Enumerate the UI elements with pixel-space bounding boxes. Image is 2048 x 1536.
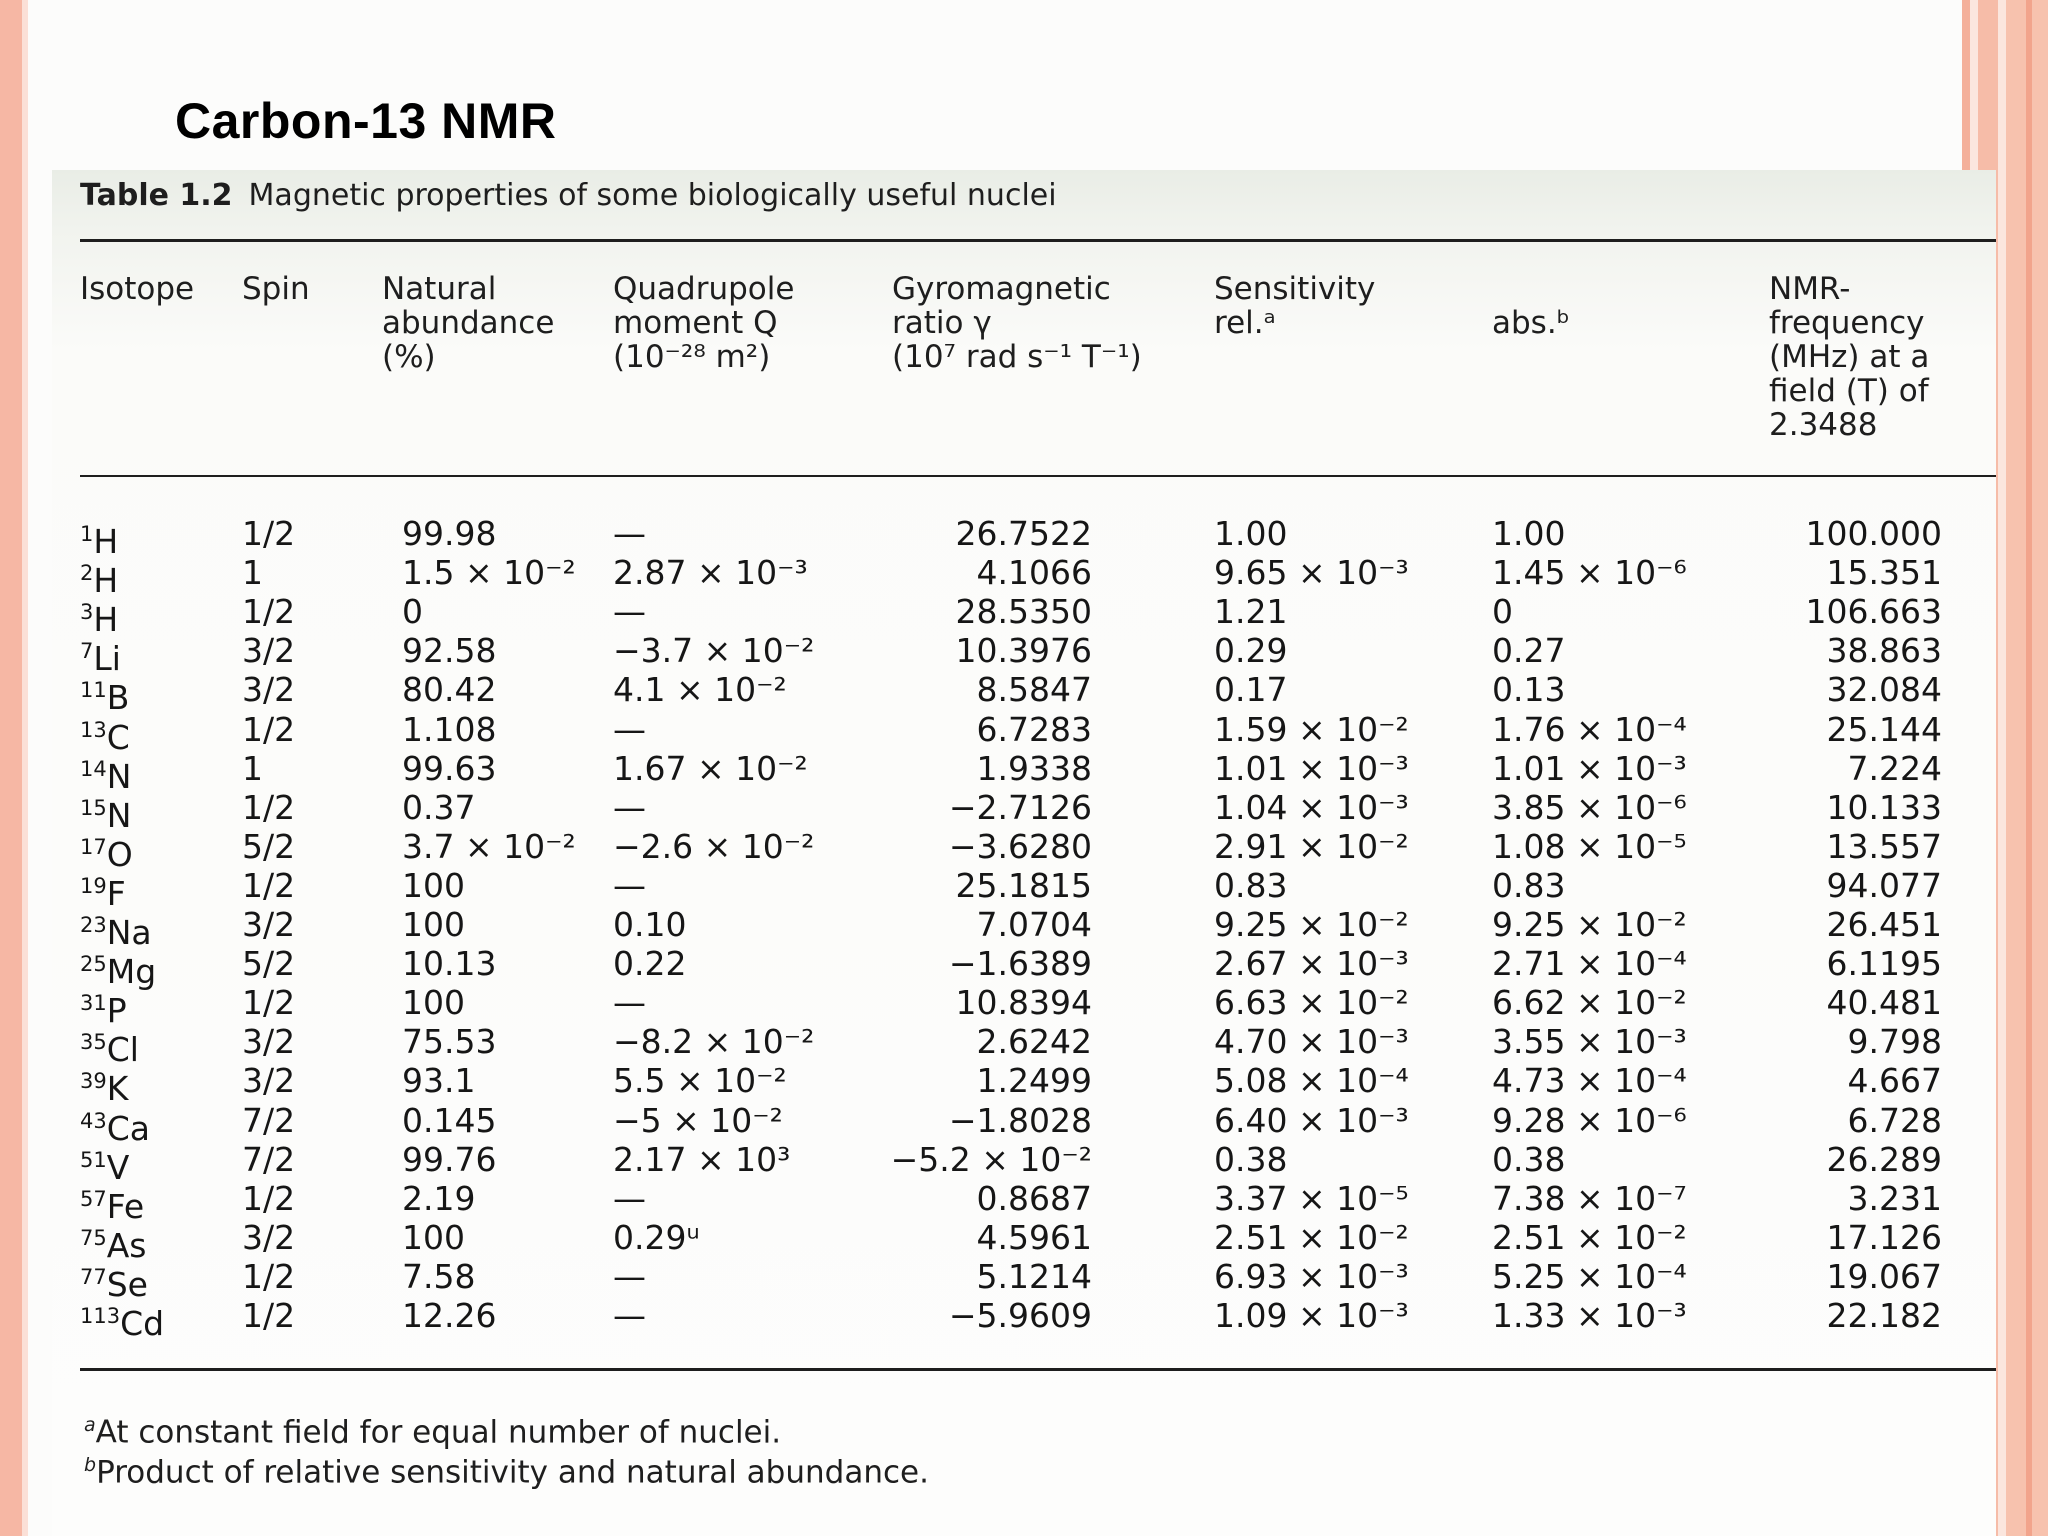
abs-cell: 0 (1492, 592, 1513, 631)
abund-cell: 0 (402, 592, 423, 631)
header-sensitivity-rel (1214, 272, 1375, 340)
quad-cell: — (613, 710, 646, 749)
abs-cell: 9.28 × 10⁻⁶ (1492, 1101, 1687, 1140)
quad-cell: 2.17 × 10³ (613, 1140, 791, 1179)
header-freq-line: NMR- (1769, 271, 1851, 307)
freq-cell: 94.077 (1826, 866, 1942, 905)
gyro-cell: −5.2 × 10⁻² (890, 1140, 1092, 1179)
header-isotope: Isotope (80, 271, 195, 307)
abs-cell: 5.25 × 10⁻⁴ (1492, 1257, 1687, 1296)
spin-cell: 1/2 (242, 1179, 296, 1218)
gyro-cell: 6.7283 (976, 710, 1092, 749)
freq-cell: 17.126 (1826, 1218, 1942, 1257)
isotope-element: Mg (106, 952, 157, 991)
spin-cell: 5/2 (242, 944, 296, 983)
abund-cell: 100 (402, 1218, 465, 1257)
freq-cell: 40.481 (1826, 983, 1942, 1022)
header-abundance-line: Natural (382, 271, 497, 307)
abund-cell: 99.63 (402, 749, 497, 788)
abund-cell: 7.58 (402, 1257, 476, 1296)
isotope-mass-number: 13 (80, 718, 107, 742)
isotope-mass-number: 77 (80, 1265, 107, 1289)
abund-cell: 99.76 (402, 1140, 497, 1179)
freq-cell: 100.000 (1805, 514, 1942, 553)
spin-cell: 1/2 (242, 788, 296, 827)
gyro-cell: 26.7522 (955, 514, 1092, 553)
freq-cell: 6.728 (1847, 1101, 1942, 1140)
abs-cell: 2.71 × 10⁻⁴ (1492, 944, 1687, 983)
isotope-element: Fe (106, 1187, 145, 1226)
quad-cell: — (613, 866, 646, 905)
gyro-cell: 10.8394 (955, 983, 1092, 1022)
footnote-mark: b (84, 1454, 97, 1476)
abs-cell: 3.55 × 10⁻³ (1492, 1022, 1687, 1061)
spin-cell: 3/2 (242, 905, 296, 944)
freq-cell: 26.289 (1826, 1140, 1942, 1179)
isotope-element: F (106, 874, 126, 913)
header-gyro-line: Gyromagnetic (892, 271, 1111, 307)
isotope-mass-number: 2 (80, 561, 94, 585)
header-sensitivity-line: Sensitivity (1214, 271, 1376, 307)
spin-cell: 7/2 (242, 1101, 296, 1140)
header-gyromagnetic (892, 272, 1142, 374)
isotope-mass-number: 43 (80, 1109, 107, 1133)
abund-cell: 80.42 (402, 670, 497, 709)
isotope-element: Li (93, 639, 121, 678)
abs-cell: 0.38 (1492, 1140, 1566, 1179)
rel-cell: 2.91 × 10⁻² (1214, 827, 1409, 866)
isotope-element: N (106, 757, 132, 796)
table-caption-text: Magnetic properties of some biologically useful nuclei (248, 178, 1057, 213)
abs-cell: 1.45 × 10⁻⁶ (1492, 553, 1687, 592)
gyro-cell: 4.5961 (976, 1218, 1092, 1257)
quad-cell: 1.67 × 10⁻² (613, 749, 808, 788)
footnote-text: At constant field for equal number of nuclei. (95, 1414, 782, 1451)
header-gyro-line: ratio γ (892, 305, 992, 341)
header-quadrupole-line: moment Q (613, 305, 778, 341)
abs-cell: 1.00 (1492, 514, 1566, 553)
gyro-cell: 1.9338 (976, 749, 1092, 788)
abs-cell: 0.83 (1492, 866, 1566, 905)
gyro-cell: 28.5350 (955, 592, 1092, 631)
abs-cell: 3.85 × 10⁻⁶ (1492, 788, 1687, 827)
isotope-element: N (106, 796, 132, 835)
isotope-element: Ca (106, 1109, 150, 1148)
header-sensitivity-line: rel.ᵃ (1214, 305, 1276, 341)
rel-cell: 0.17 (1214, 670, 1288, 709)
spin-cell: 1/2 (242, 514, 296, 553)
isotope-mass-number: 15 (80, 796, 107, 820)
table-caption (80, 178, 1057, 213)
abund-cell: 3.7 × 10⁻² (402, 827, 576, 866)
quad-cell: — (613, 592, 646, 631)
spin-cell: 3/2 (242, 670, 296, 709)
isotope-mass-number: 113 (80, 1304, 121, 1328)
abund-cell: 1.5 × 10⁻² (402, 553, 576, 592)
table-rule-top (80, 239, 1996, 242)
header-quadrupole-line: (10⁻²⁸ m²) (613, 339, 771, 375)
isotope-mass-number: 35 (80, 1030, 107, 1054)
abund-cell: 2.19 (402, 1179, 476, 1218)
rel-cell: 0.83 (1214, 866, 1288, 905)
spin-cell: 1 (242, 749, 263, 788)
gyro-cell: 10.3976 (955, 631, 1092, 670)
spin-cell: 1/2 (242, 983, 296, 1022)
isotope-element: K (106, 1069, 129, 1108)
rel-cell: 2.51 × 10⁻² (1214, 1218, 1409, 1257)
freq-cell: 6.1195 (1826, 944, 1942, 983)
quad-cell: 4.1 × 10⁻² (613, 670, 787, 709)
isotope-mass-number: 7 (80, 639, 94, 663)
rel-cell: 4.70 × 10⁻³ (1214, 1022, 1409, 1061)
quad-cell: 5.5 × 10⁻² (613, 1061, 787, 1100)
quad-cell: — (613, 514, 646, 553)
isotope-mass-number: 57 (80, 1187, 107, 1211)
spin-cell: 1/2 (242, 592, 296, 631)
abund-cell: 99.98 (402, 514, 497, 553)
abs-cell: 1.33 × 10⁻³ (1492, 1296, 1687, 1335)
isotope-element: C (106, 718, 130, 757)
freq-cell: 106.663 (1805, 592, 1942, 631)
rel-cell: 0.38 (1214, 1140, 1288, 1179)
footnote-a (84, 1414, 781, 1450)
quad-cell: — (613, 788, 646, 827)
isotope-mass-number: 23 (80, 913, 107, 937)
abs-cell: 7.38 × 10⁻⁷ (1492, 1179, 1687, 1218)
isotope-mass-number: 31 (80, 991, 107, 1015)
freq-cell: 10.133 (1826, 788, 1942, 827)
rel-cell: 9.25 × 10⁻² (1214, 905, 1409, 944)
freq-cell: 13.557 (1826, 827, 1942, 866)
header-gyro-line: (10⁷ rad s⁻¹ T⁻¹) (892, 339, 1142, 375)
abs-cell: 0.13 (1492, 670, 1566, 709)
abs-cell: 4.73 × 10⁻⁴ (1492, 1061, 1687, 1100)
freq-cell: 32.084 (1826, 670, 1942, 709)
rel-cell: 1.59 × 10⁻² (1214, 710, 1409, 749)
isotope-mass-number: 3 (80, 600, 94, 624)
abund-cell: 12.26 (402, 1296, 497, 1335)
spin-cell: 7/2 (242, 1140, 296, 1179)
isotope-element: Cd (120, 1304, 165, 1343)
abund-cell: 100 (402, 866, 465, 905)
isotope-mass-number: 11 (80, 678, 107, 702)
isotope-mass-number: 14 (80, 757, 107, 781)
gyro-cell: 4.1066 (976, 553, 1092, 592)
abund-cell: 100 (402, 905, 465, 944)
isotope-element: P (106, 991, 127, 1030)
header-sensitivity-abs: abs.ᵇ (1492, 305, 1570, 341)
rel-cell: 1.01 × 10⁻³ (1214, 749, 1409, 788)
isotope-element: B (106, 678, 130, 717)
quad-cell: −3.7 × 10⁻² (613, 631, 815, 670)
abund-cell: 0.37 (402, 788, 476, 827)
spin-cell: 1/2 (242, 710, 296, 749)
gyro-cell: 25.1815 (955, 866, 1092, 905)
spin-cell: 3/2 (242, 631, 296, 670)
freq-cell: 25.144 (1826, 710, 1942, 749)
isotope-element: H (93, 561, 119, 600)
rel-cell: 3.37 × 10⁻⁵ (1214, 1179, 1409, 1218)
gyro-cell: 0.8687 (976, 1179, 1092, 1218)
gyro-cell: 1.2499 (976, 1061, 1092, 1100)
footnote-mark: a (84, 1414, 96, 1436)
freq-cell: 15.351 (1826, 553, 1942, 592)
spin-cell: 3/2 (242, 1218, 296, 1257)
isotope-mass-number: 17 (80, 835, 107, 859)
rel-cell: 5.08 × 10⁻⁴ (1214, 1061, 1409, 1100)
rel-cell: 1.00 (1214, 514, 1288, 553)
abund-cell: 0.145 (402, 1101, 497, 1140)
header-nmr-frequency (1769, 272, 1929, 442)
abs-cell: 1.76 × 10⁻⁴ (1492, 710, 1687, 749)
slide-title: Carbon-13 NMR (175, 93, 557, 149)
abs-cell: 9.25 × 10⁻² (1492, 905, 1687, 944)
left-border-inner (22, 0, 28, 1536)
gyro-cell: −1.6389 (948, 944, 1092, 983)
gyro-cell: −1.8028 (948, 1101, 1092, 1140)
isotope-element: Se (106, 1265, 148, 1304)
isotope-mass-number: 19 (80, 874, 107, 898)
header-quadrupole-line: Quadrupole (613, 271, 795, 307)
isotope-element: H (93, 522, 119, 561)
header-freq-line: 2.3488 (1769, 407, 1878, 443)
abund-cell: 92.58 (402, 631, 497, 670)
rel-cell: 6.93 × 10⁻³ (1214, 1257, 1409, 1296)
freq-cell: 7.224 (1847, 749, 1942, 788)
isotope-element: Cl (106, 1030, 139, 1069)
freq-cell: 22.182 (1826, 1296, 1942, 1335)
spin-cell: 1/2 (242, 866, 296, 905)
quad-cell: −5 × 10⁻² (613, 1101, 783, 1140)
left-border-stripe (0, 0, 22, 1536)
isotope-mass-number: 25 (80, 952, 107, 976)
freq-cell: 26.451 (1826, 905, 1942, 944)
right-border-stripe-4 (2026, 0, 2032, 1536)
rel-cell: 2.67 × 10⁻³ (1214, 944, 1409, 983)
gyro-cell: 7.0704 (976, 905, 1092, 944)
table-scan (52, 170, 1996, 1536)
quad-cell: 0.22 (613, 944, 687, 983)
freq-cell: 38.863 (1826, 631, 1942, 670)
rel-cell: 6.40 × 10⁻³ (1214, 1101, 1409, 1140)
quad-cell: — (613, 983, 646, 1022)
table-rule-bottom (80, 1368, 1996, 1371)
header-abundance (382, 272, 554, 374)
quad-cell: — (613, 1257, 646, 1296)
abs-cell: 1.01 × 10⁻³ (1492, 749, 1687, 788)
rel-cell: 6.63 × 10⁻² (1214, 983, 1409, 1022)
rel-cell: 0.29 (1214, 631, 1288, 670)
gyro-cell: −3.6280 (948, 827, 1092, 866)
gyro-cell: 5.1214 (976, 1257, 1092, 1296)
spin-cell: 5/2 (242, 827, 296, 866)
quad-cell: −8.2 × 10⁻² (613, 1022, 815, 1061)
header-quadrupole (613, 272, 794, 374)
quad-cell: — (613, 1179, 646, 1218)
freq-cell: 9.798 (1847, 1022, 1942, 1061)
abund-cell: 1.108 (402, 710, 497, 749)
isotope-element: Na (106, 913, 152, 952)
isotope-element: As (106, 1226, 147, 1265)
rel-cell: 9.65 × 10⁻³ (1214, 553, 1409, 592)
rel-cell: 1.21 (1214, 592, 1288, 631)
abund-cell: 100 (402, 983, 465, 1022)
quad-cell: 0.10 (613, 905, 687, 944)
spin-cell: 1/2 (242, 1257, 296, 1296)
spin-cell: 1 (242, 553, 263, 592)
isotope-mass-number: 75 (80, 1226, 107, 1250)
header-freq-line: frequency (1769, 305, 1925, 341)
gyro-cell: −5.9609 (948, 1296, 1092, 1335)
isotope-element: V (106, 1148, 130, 1187)
isotope-element: H (93, 600, 119, 639)
spin-cell: 3/2 (242, 1022, 296, 1061)
isotope-element: O (106, 835, 133, 874)
freq-cell: 3.231 (1847, 1179, 1942, 1218)
footnote-text: Product of relative sensitivity and natural abundance. (96, 1454, 929, 1491)
quad-cell: −2.6 × 10⁻² (613, 827, 815, 866)
abund-cell: 93.1 (402, 1061, 476, 1100)
header-spin: Spin (242, 271, 310, 307)
isotope-cell (80, 1297, 164, 1343)
isotope-mass-number: 51 (80, 1148, 107, 1172)
freq-cell: 19.067 (1826, 1257, 1942, 1296)
rel-cell: 1.04 × 10⁻³ (1214, 788, 1409, 827)
gyro-cell: 8.5847 (976, 670, 1092, 709)
abund-cell: 10.13 (402, 944, 497, 983)
quad-cell: — (613, 1296, 646, 1335)
header-abundance-line: abundance (382, 305, 555, 341)
abs-cell: 2.51 × 10⁻² (1492, 1218, 1687, 1257)
abs-cell: 6.62 × 10⁻² (1492, 983, 1687, 1022)
isotope-mass-number: 39 (80, 1069, 107, 1093)
freq-cell: 4.667 (1847, 1061, 1942, 1100)
header-freq-line: field (T) of (1769, 373, 1929, 409)
spin-cell: 3/2 (242, 1061, 296, 1100)
header-abundance-line: (%) (382, 339, 436, 375)
gyro-cell: −2.7126 (948, 788, 1092, 827)
table-label: Table 1.2 (80, 178, 233, 213)
header-freq-line: (MHz) at a (1769, 339, 1930, 375)
spin-cell: 1/2 (242, 1296, 296, 1335)
table-rule-header (80, 475, 1996, 477)
abs-cell: 1.08 × 10⁻⁵ (1492, 827, 1687, 866)
abund-cell: 75.53 (402, 1022, 497, 1061)
quad-cell: 2.87 × 10⁻³ (613, 553, 808, 592)
footnote-b (84, 1454, 929, 1490)
rel-cell: 1.09 × 10⁻³ (1214, 1296, 1409, 1335)
isotope-mass-number: 1 (80, 522, 94, 546)
gyro-cell: 2.6242 (976, 1022, 1092, 1061)
abs-cell: 0.27 (1492, 631, 1566, 670)
quad-cell: 0.29ᵘ (613, 1218, 700, 1257)
